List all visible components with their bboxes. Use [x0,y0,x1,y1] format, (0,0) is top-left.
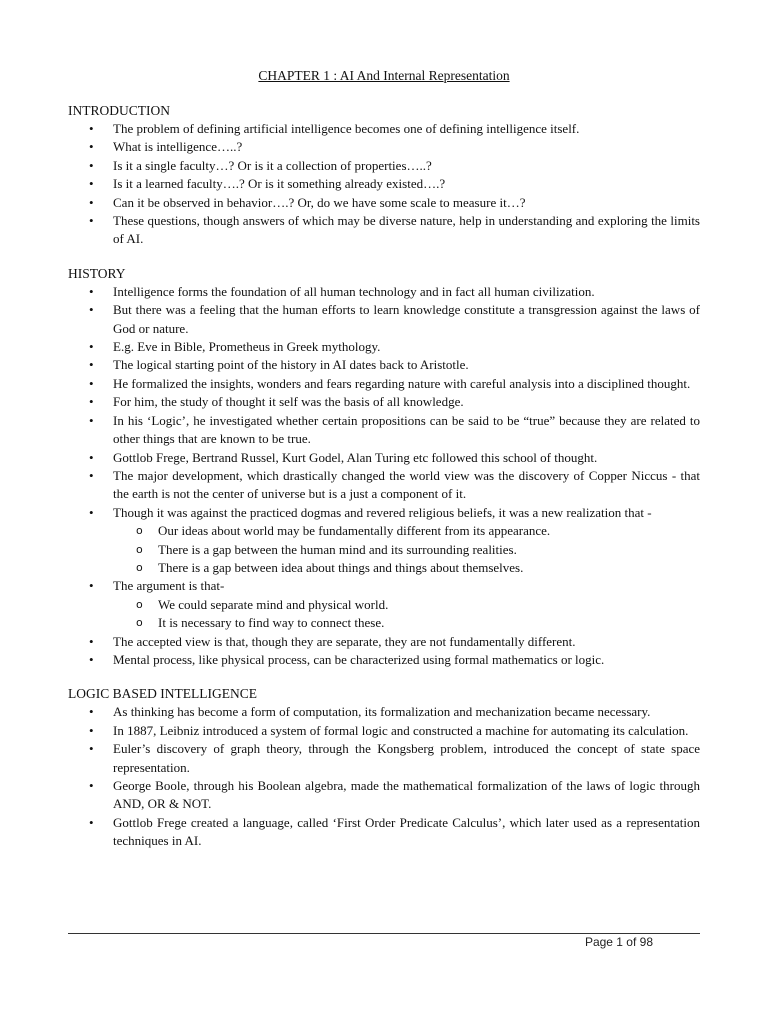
sub-bullet-icon: o [136,524,143,538]
bullet-text: Mental process, like physical process, can be characterized using formal mathematics or logic. [113,651,605,667]
bullet-item [68,283,700,301]
bullet-icon: • [89,121,94,136]
bullet-icon: • [89,176,94,192]
bullet-list [68,120,700,249]
bullet-icon: • [89,578,94,594]
sub-bullet-list [113,522,700,577]
bullet-text: The argument is that- [113,578,225,594]
bullet-item [68,814,700,851]
bullet-icon: • [89,157,94,173]
section-logic-based-intelligence [68,685,700,850]
section-introduction [68,102,700,249]
bullet-icon: • [89,778,94,793]
bullet-item [68,138,700,156]
bullet-text: Though it was against the practiced dogmas and revered religious beliefs, it was a new realization that - [113,504,652,520]
footer-divider [68,933,700,934]
bullet-item [68,504,700,578]
bullet-text: The major development, which drastically changed the world view was the discovery of Copper Niccus - that the earth is not the center of universe but is a just a component of it. [113,467,700,502]
bullet-text: Intelligence forms the foundation of all human technology and in fact all human civilization. [113,283,595,299]
sub-bullet-item [113,596,700,614]
bullet-icon: • [89,651,94,667]
bullet-icon: • [89,814,94,830]
bullet-icon: • [89,722,94,738]
bullet-item [68,301,700,338]
bullet-text: He formalized the insights, wonders and fears regarding nature with careful analysis into a disciplined thought. [113,375,691,391]
bullet-icon: • [89,394,94,410]
bullet-icon: • [89,704,94,720]
bullet-item [68,212,700,249]
section-heading: INTRODUCTION [68,103,170,118]
bullet-item [68,393,700,411]
sub-bullet-item [113,541,700,559]
bullet-text: Euler’s discovery of graph theory, through the Kongsberg problem, introduced the concept of state space representation. [113,741,700,775]
bullet-item [68,577,700,632]
bullet-item [68,194,700,212]
sub-bullet-item [113,614,700,632]
bullet-item [68,338,700,356]
bullet-text: As thinking has become a form of computation, its formalization and mechanization became necessary. [113,704,651,720]
section-history [68,265,700,670]
bullet-icon: • [89,302,94,318]
sub-bullet-icon: o [136,616,143,630]
bullet-item [68,449,700,467]
bullet-item [68,777,700,814]
bullet-item [68,633,700,651]
sub-bullet-text: Our ideas about world may be fundamentally different from its appearance. [158,523,551,539]
bullet-text: Gottlob Frege, Bertrand Russel, Kurt Godel, Alan Turing etc followed this school of thought. [113,449,598,465]
bullet-icon: • [89,357,94,373]
sub-bullet-text: There is a gap between the human mind and its surrounding realities. [158,541,517,557]
bullet-icon: • [89,449,94,465]
bullet-item [68,157,700,175]
bullet-icon: • [89,633,94,649]
bullet-text: But there was a feeling that the human efforts to learn knowledge constitute a transgression against the laws of God or nature. [113,302,700,336]
bullet-icon: • [89,139,94,155]
sub-bullet-icon: o [136,597,143,611]
sub-bullet-text: We could separate mind and physical world. [158,596,389,612]
bullet-text: George Boole, through his Boolean algebra, made the mathematical formalization of the laws of logic through AND, OR & NOT. [113,778,700,812]
section-heading: HISTORY [68,265,126,281]
bullet-list [68,703,700,850]
sub-bullet-list [113,596,700,633]
bullet-text: In 1887, Leibniz introduced a system of formal logic and constructed a machine for automating its calculation. [113,722,689,738]
page-number: Page 1 of 98 [584,935,653,949]
bullet-text: Is it a single faculty…? Or is it a collection of properties…..? [113,157,432,173]
bullet-item [68,467,700,504]
section-heading: LOGIC BASED INTELLIGENCE [68,686,257,702]
bullet-icon: • [89,504,94,520]
sub-bullet-item [113,559,700,577]
bullet-icon: • [89,741,94,757]
bullet-icon: • [89,194,94,210]
bullet-text: These questions, though answers of which may be diverse nature, help in understanding and exploring the limits of AI. [113,213,700,247]
bullet-text: Is it a learned faculty….? Or is it something already existed….? [113,176,446,192]
sub-bullet-text: It is necessary to find way to connect these. [158,615,385,631]
chapter-title: CHAPTER 1 : AI And Internal Representation [258,68,510,83]
bullet-icon: • [89,283,94,299]
sub-bullet-icon: o [136,542,143,556]
bullet-item [68,375,700,393]
bullet-item [68,175,700,193]
bullet-text: Can it be observed in behavior….? Or, do we have some scale to measure it…? [113,194,526,210]
bullet-text: The accepted view is that, though they are separate, they are not fundamentally different. [113,633,576,649]
bullet-text: What is intelligence…..? [113,139,243,155]
bullet-icon: • [89,412,94,428]
bullet-icon: • [89,213,94,229]
bullet-item [68,740,700,777]
bullet-item [68,703,700,721]
sub-bullet-text: There is a gap between idea about things and things about themselves. [158,559,524,575]
bullet-text: The logical starting point of the history in AI dates back to Aristotle. [113,357,469,373]
document-body [68,102,700,867]
bullet-text: Gottlob Frege created a language, called ‘First Order Predicate Calculus’, which later used as a representation techniques in AI. [113,814,700,849]
bullet-item [68,412,700,449]
bullet-icon: • [89,467,94,483]
sub-bullet-item [113,522,700,540]
bullet-item [68,356,700,374]
bullet-icon: • [89,375,94,391]
bullet-text: The problem of defining artificial intelligence becomes one of defining intelligence itself. [113,121,580,136]
sub-bullet-icon: o [136,560,143,574]
bullet-text: For him, the study of thought it self was the basis of all knowledge. [113,394,464,410]
bullet-item [68,651,700,669]
bullet-icon: • [89,339,94,355]
bullet-list [68,283,700,670]
bullet-item [68,722,700,740]
bullet-item [68,120,700,138]
bullet-text: E.g. Eve in Bible, Prometheus in Greek mythology. [113,339,381,355]
bullet-text: In his ‘Logic’, he investigated whether certain propositions can be said to be “true” because they are related to other things that are known to be true. [113,412,700,447]
